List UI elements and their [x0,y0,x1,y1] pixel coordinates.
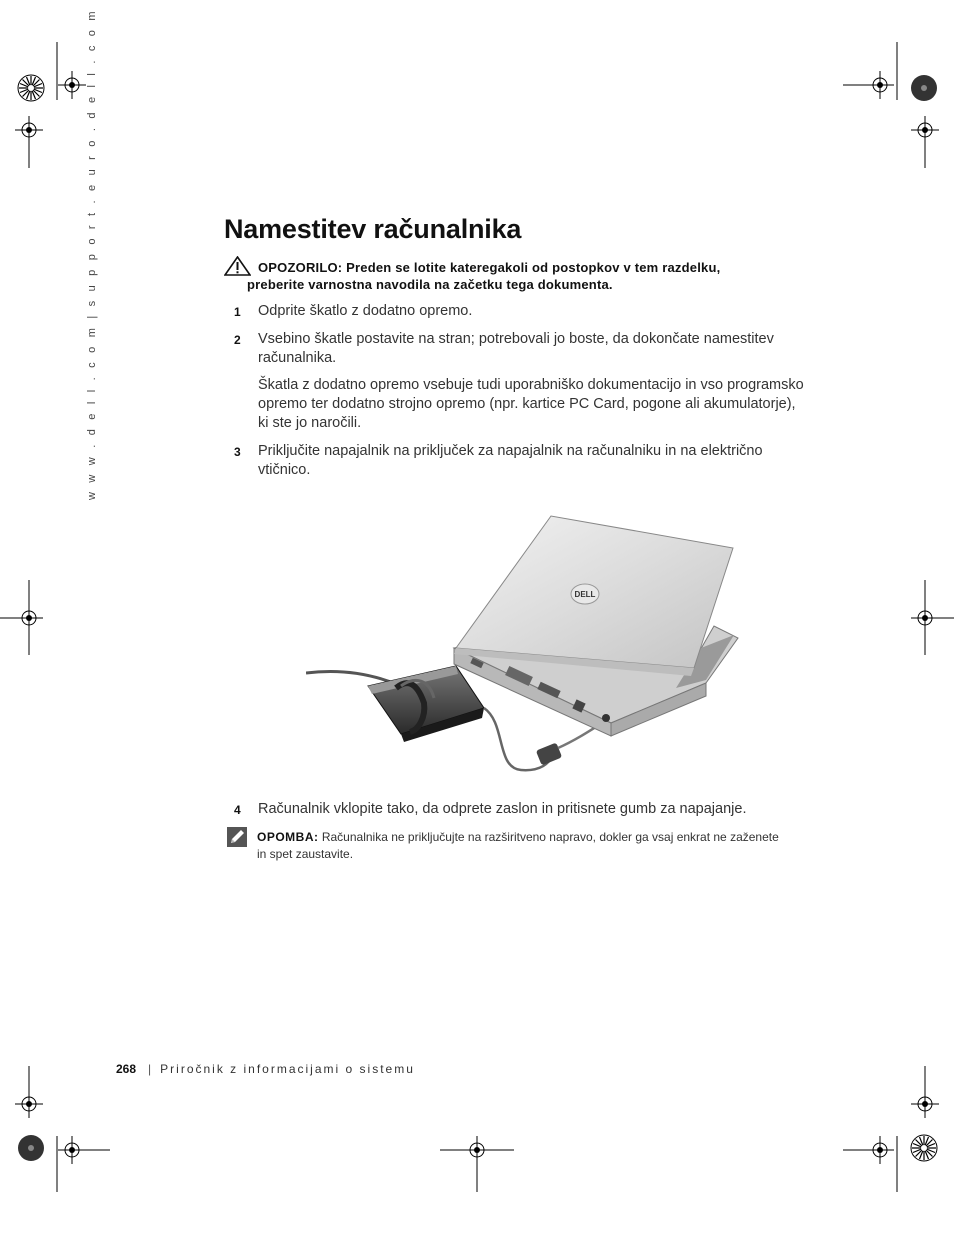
power-adapter [368,666,484,742]
warning-line-2: preberite varnostna navodila na začetku tega dokumenta. [247,277,613,292]
warning-icon [224,256,251,276]
laptop-adapter-illustration [306,508,746,783]
step-text: Priključite napajalnik na priključek za napajalnik na računalniku in na električno vtičnico. [258,443,763,478]
note-text [257,829,787,863]
note-label: OPOMBA: [257,830,319,844]
step-2-paragraph: Škatla z dodatno opremo vsebuje tudi uporabniško dokumentacijo in vso programsko opremo ter dodatno strojno opremo (npr. kartice PC Card, pogone ali akumulatorje), ki ste jo naročili. [258,377,804,431]
page-number: 268 [116,1062,137,1076]
step-text: Odprite škatlo z dodatno opremo. [258,303,473,319]
note-body: Računalnika ne priključujte na razširitveno napravo, dokler ga vsaj enkrat ne zaženete in spet zaustavite. [257,830,779,861]
page-footer [116,1062,415,1076]
step-number: 1 [234,305,241,319]
dell-logo: DELL [574,590,596,599]
side-url: w w w . d e l l . c o m | s u p p o r t . e u r o . d e l l . c o m [86,8,98,500]
warning-line-1: OPOZORILO: Preden se lotite kateregakoli od postopkov v tem razdelku, [258,260,721,275]
warning-text [247,259,721,293]
laptop [454,516,738,736]
step-number: 3 [234,445,241,459]
page-title: Namestitev računalnika [224,214,522,244]
step-text: Računalnik vklopite tako, da odprete zaslon in pritisnete gumb za napajanje. [258,801,747,817]
step-text: Vsebino škatle postavite na stran; potrebovali jo boste, da dokončate namestitev računalnika. [258,331,774,366]
manual-title: Priročnik z informacijami o sistemu [160,1062,415,1076]
note-pencil-icon [226,826,248,848]
footer-separator: | [148,1062,152,1076]
step-number: 4 [234,803,241,817]
step-number: 2 [234,333,241,347]
